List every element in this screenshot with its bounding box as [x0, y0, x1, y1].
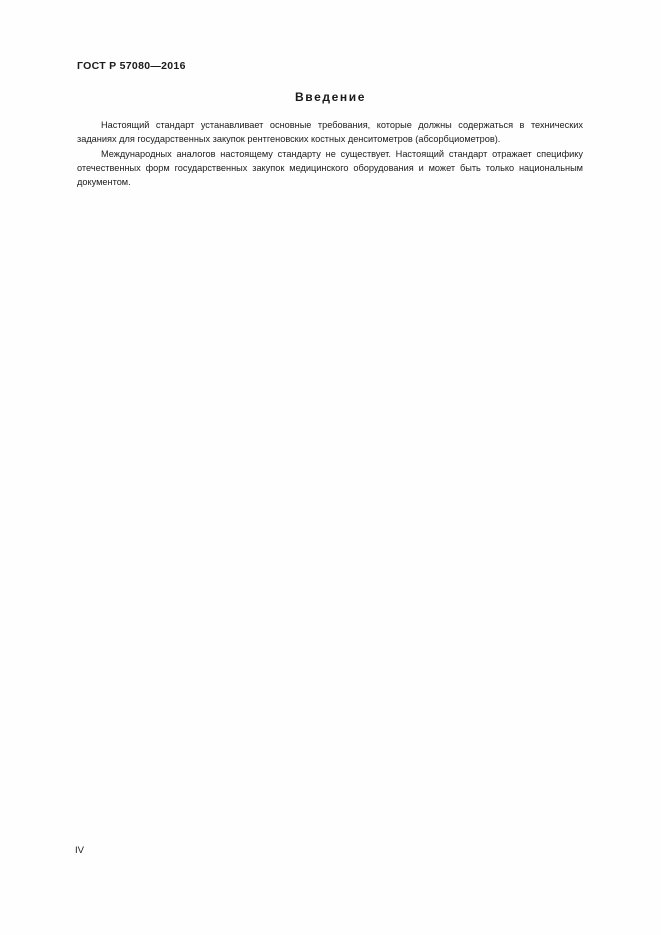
- paragraph-1: Настоящий стандарт устанавливает основные требования, которые должны содержаться в технических заданиях для государственных закупок рентгеновских костных денситометров (абсорбциометров).: [77, 120, 583, 145]
- page-title: Введение: [295, 90, 366, 104]
- page-number: IV: [75, 845, 84, 856]
- body-text: [77, 118, 583, 189]
- standard-identifier: ГОСТ Р 57080—2016: [77, 60, 186, 72]
- paragraph-2: Международных аналогов настоящему стандарту не существует. Настоящий стандарт отражает специфику отечественных форм государственных закупок медицинского оборудования и может быть только национальным документом.: [77, 148, 583, 188]
